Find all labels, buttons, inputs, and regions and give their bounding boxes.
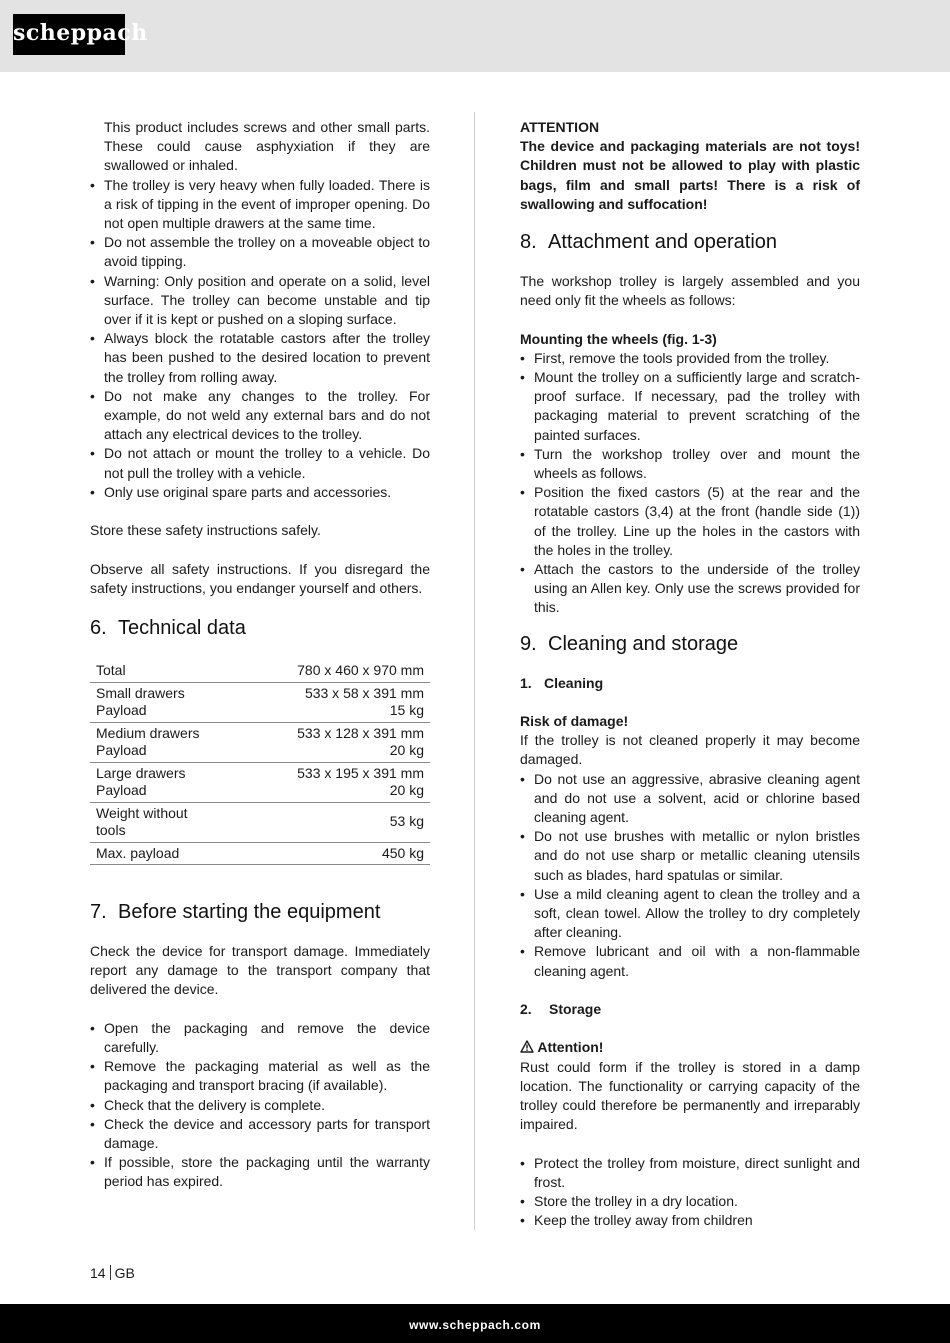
row-value: 533 x 58 x 391 mm — [304, 684, 424, 701]
list-item: • Store the trolley in a dry location. — [520, 1192, 860, 1211]
row-value-2: 20 kg — [389, 742, 424, 759]
warning-triangle-icon — [520, 1040, 534, 1053]
cleaning-bullet-list — [520, 770, 860, 981]
list-item: • Attach the castors to the underside of the trolley using an Allen key. Only use the screws provided for this. — [520, 560, 860, 618]
section-number: 6. — [90, 617, 107, 640]
list-item: • Warning: Only position and operate on a solid, level surface. The trolley can become unstable and tip over if it is kept or pushed on a sloping surface. — [90, 272, 430, 330]
observe-instructions-note: Observe all safety instructions. If you disregard the safety instructions, you endanger yourself and others. — [90, 560, 430, 596]
table-row — [90, 660, 430, 682]
list-item: • Position the fixed castors (5) at the rear and the rotatable castors (3,4) at the front (handle side (1)) of the trolley. Line up the holes in the castors with the holes in the trolley. — [520, 483, 860, 560]
table-row — [90, 762, 430, 802]
list-item: • The trolley is very heavy when fully loaded. There is a risk of tipping in the event of improper opening. Do not open multiple drawers at the same time. — [90, 176, 430, 234]
table-cell-value — [244, 722, 430, 762]
list-item: • If possible, store the packaging until the warranty period has expired. — [90, 1153, 430, 1191]
list-item: • First, remove the tools provided from the trolley. — [520, 349, 860, 368]
table-cell-value — [244, 762, 430, 802]
column-divider — [474, 112, 475, 1230]
table-cell-value: 450 kg — [244, 842, 430, 865]
transport-check-paragraph: Check the device for transport damage. Immediately report any damage to the transport company that delivered the device. — [90, 943, 430, 998]
table-row — [90, 722, 430, 762]
section-heading-technical-data — [90, 616, 430, 640]
left-column — [90, 118, 430, 1192]
row-label: Small drawers — [96, 684, 185, 701]
storage-attention-heading — [520, 1038, 860, 1057]
list-item: • Do not assemble the trolley on a moveable object to avoid tipping. — [90, 233, 430, 271]
table-cell-label: Max. payload — [90, 842, 244, 865]
row-label-2: Payload — [96, 782, 147, 799]
section-heading-attachment — [520, 230, 860, 254]
mounting-wheels-heading: Mounting the wheels (fig. 1-3) — [520, 330, 717, 347]
language-code: GB — [114, 1265, 135, 1281]
list-item: • Do not use brushes with metallic or nylon bristles and do not use sharp or metallic cleaning utensils such as blades, hard spatulas or similar. — [520, 827, 860, 885]
brand-logo: scheppach — [13, 14, 125, 55]
list-item: • Do not make any changes to the trolley. For example, do not weld any external bars and do not attach any electrical devices to the trolley. — [90, 387, 430, 445]
table-cell-value: 53 kg — [244, 802, 430, 842]
table-row — [90, 802, 430, 842]
list-item: • Do not attach or mount the trolley to a vehicle. Do not pull the trolley with a vehicle. — [90, 444, 430, 482]
storage-bullet-list — [520, 1154, 860, 1231]
list-item: • Remove the packaging material as well as the packaging and transport bracing (if available). — [90, 1057, 430, 1095]
page-number — [90, 1265, 135, 1281]
list-item: • Check the device and accessory parts for transport damage. — [90, 1115, 430, 1153]
subsection-heading-cleaning — [520, 674, 860, 693]
subsection-number: 1. — [520, 674, 532, 691]
row-value: 533 x 195 x 391 mm — [297, 764, 424, 781]
store-instructions-note: Store these safety instructions safely. — [90, 522, 321, 539]
table-row — [90, 842, 430, 865]
section-title: Before starting the equipment — [118, 901, 381, 924]
list-item: • Check that the delivery is complete. — [90, 1096, 430, 1115]
website-url: www.scheppach.com — [409, 1318, 541, 1332]
table-cell-label — [90, 762, 244, 802]
technical-data-table — [90, 660, 430, 865]
list-item: • Protect the trolley from moisture, direct sunlight and frost. — [520, 1154, 860, 1192]
list-item: • Open the packaging and remove the device carefully. — [90, 1019, 430, 1057]
page-number-value: 14 — [90, 1265, 106, 1281]
safety-bullet-list — [90, 176, 430, 502]
section-heading-before-starting — [90, 900, 430, 924]
risk-of-damage-text: If the trolley is not cleaned properly it may become damaged. — [520, 732, 860, 768]
list-item: • Only use original spare parts and accessories. — [90, 483, 430, 502]
row-label: Large drawers — [96, 764, 186, 781]
unpacking-bullet-list — [90, 1019, 430, 1192]
list-item: • Use a mild cleaning agent to clean the trolley and a soft, clean towel. Allow the trolley to dry completely after cleaning. — [520, 885, 860, 943]
table-cell-label — [90, 682, 244, 722]
row-value-2: 15 kg — [389, 702, 424, 719]
row-value: 533 x 128 x 391 mm — [297, 724, 424, 741]
list-item: • Remove lubricant and oil with a non-flammable cleaning agent. — [520, 942, 860, 980]
list-item: • Do not use an aggressive, abrasive cleaning agent and do not use a solvent, acid or chlorine based cleaning agent. — [520, 770, 860, 828]
list-item: • Mount the trolley on a sufficiently large and scratch-proof surface. If necessary, pad the trolley with packaging material to prevent scratching of the painted surfaces. — [520, 368, 860, 445]
section-title: Cleaning and storage — [548, 632, 739, 655]
page-header — [0, 0, 950, 72]
table-cell-label — [90, 802, 244, 842]
assembly-intro: The workshop trolley is largely assembled and you need only fit the wheels as follows: — [520, 273, 860, 309]
subsection-title: Cleaning — [544, 674, 604, 691]
list-item: • Turn the workshop trolley over and mount the wheels as follows. — [520, 445, 860, 483]
list-item: • Always block the rotatable castors after the trolley has been pushed to the desired location to prevent the trolley from rolling away. — [90, 329, 430, 387]
table-cell-label: Total — [90, 660, 244, 682]
section-title: Attachment and operation — [548, 231, 778, 254]
row-label: Medium drawers — [96, 724, 200, 741]
attention-label: ATTENTION — [520, 119, 600, 135]
right-column — [520, 118, 860, 1230]
rust-warning-text: Rust could form if the trolley is stored in a damp location. The functionality or carrying capacity of the trolley could therefore be permanently and irreparably impaired. — [520, 1058, 860, 1133]
subsection-heading-storage — [520, 1000, 860, 1019]
section-number: 8. — [520, 231, 537, 254]
subsection-number: 2. — [520, 1001, 532, 1018]
small-parts-warning: This product includes screws and other small parts. These could cause asphyxiation if they are swallowed or inhaled. — [104, 119, 430, 174]
row-label-2: Payload — [96, 702, 147, 719]
page-number-separator — [110, 1265, 111, 1280]
section-number: 7. — [90, 901, 107, 924]
row-label-2: tools — [96, 822, 126, 839]
attention-text: The device and packaging materials are not toys! Children must not be allowed to play with plastic bags, film and small parts! There is a risk of swallowing and suffocation! — [520, 138, 860, 212]
table-cell-value: 780 x 460 x 970 mm — [244, 660, 430, 682]
table-row — [90, 682, 430, 722]
list-item: • Keep the trolley away from children — [520, 1211, 860, 1230]
table-cell-value — [244, 682, 430, 722]
section-heading-cleaning-storage — [520, 632, 860, 656]
risk-of-damage-label: Risk of damage! — [520, 713, 629, 730]
row-label-2: Payload — [96, 742, 147, 759]
row-label: Weight without — [96, 804, 188, 821]
section-number: 9. — [520, 632, 537, 655]
attention-label: Attention! — [537, 1039, 604, 1056]
subsection-title: Storage — [549, 1001, 602, 1018]
section-title: Technical data — [118, 617, 246, 640]
table-cell-label — [90, 722, 244, 762]
row-value-2: 20 kg — [389, 782, 424, 799]
mounting-bullet-list — [520, 349, 860, 618]
